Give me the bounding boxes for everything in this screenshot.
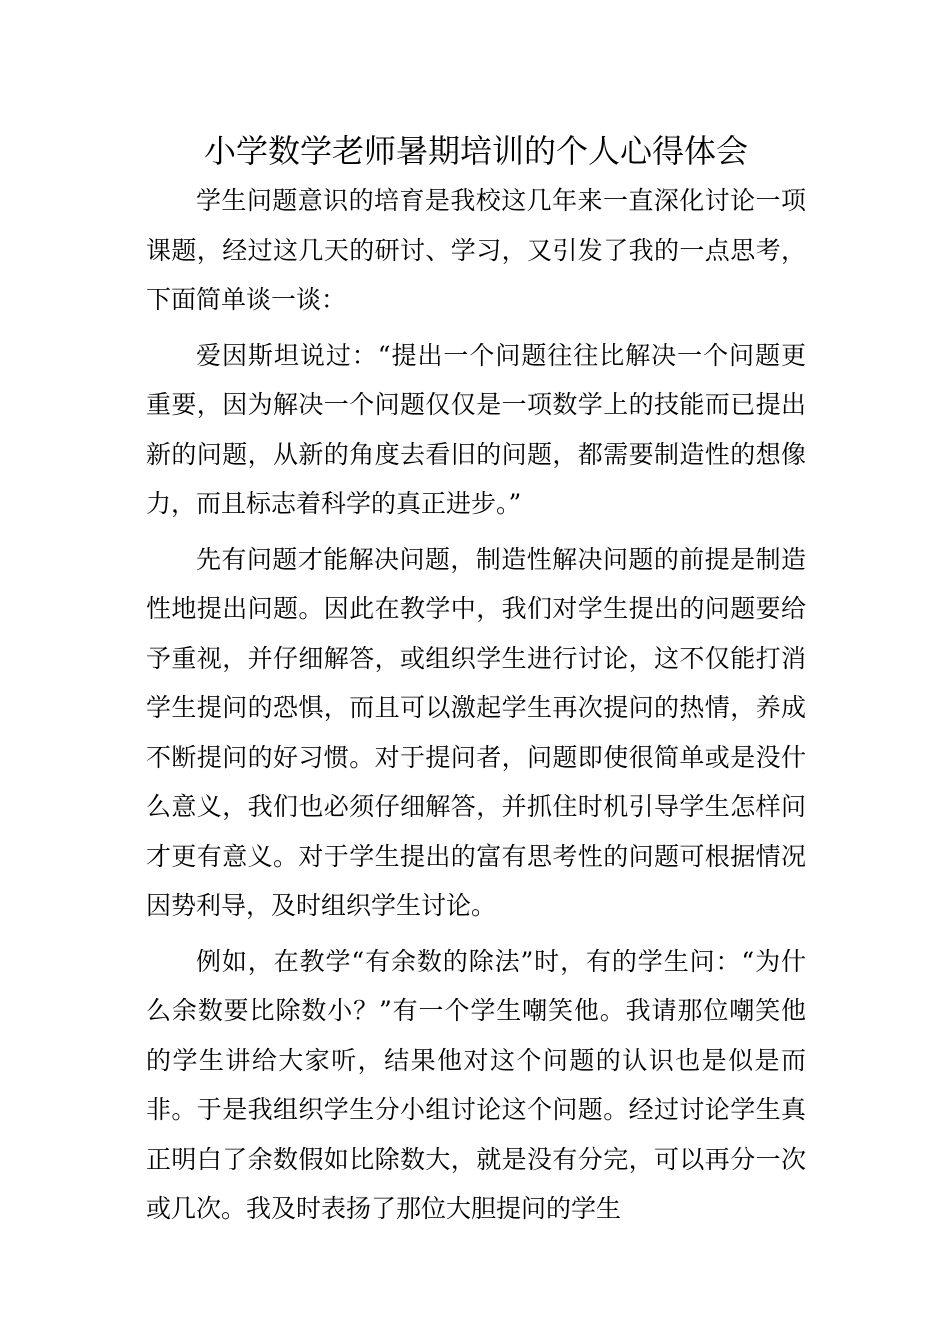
paragraph-3: 先有问题才能解决问题，制造性解决问题的前提是制造性地提出问题。因此在教学中，我们对学生提出的问题要给予重视，并仔细解答，或组织学生进行讨论，这不仅能打消学生提问的恐惧，而且可以激起学生再次提问的热情，养成不断提问的好习惯。对于提问者，问题即使很简单或是没什么意义，我们也必须仔细解答，并抓住时机引导学生怎样问才更有意义。对于学生提出的富有思考性的问题可根据情况因势利导，及时组织学生讨论。: [146, 544, 806, 920]
paragraph-2: 爱因斯坦说过：“提出一个问题往往比解决一个问题更重要，因为解决一个问题仅仅是一项数学上的技能而已提出新的问题，从新的角度去看旧的问题，都需要制造性的想像力，而且标志着科学的真正进步。”: [146, 340, 806, 518]
document-page: [146, 126, 806, 1234]
paragraph-1: 学生问题意识的培育是我校这几年来一直深化讨论一项课题，经过这几天的研讨、学习，又引发了我的一点思考，下面简单谈一谈：: [146, 186, 806, 314]
document-title: 小学数学老师暑期培训的个人心得体会: [203, 132, 748, 170]
paragraph-4: 例如，在教学“有余数的除法”时，有的学生问：“为什么余数要比除数小？”有一个学生嘲笑他。我请那位嘲笑他的学生讲给大家听，结果他对这个问题的认识也是似是而非。于是我组织学生分小组讨论这个问题。经过讨论学生真正明白了余数假如比除数大，就是没有分完，可以再分一次或几次。我及时表扬了那位大胆提问的学生: [146, 946, 806, 1223]
